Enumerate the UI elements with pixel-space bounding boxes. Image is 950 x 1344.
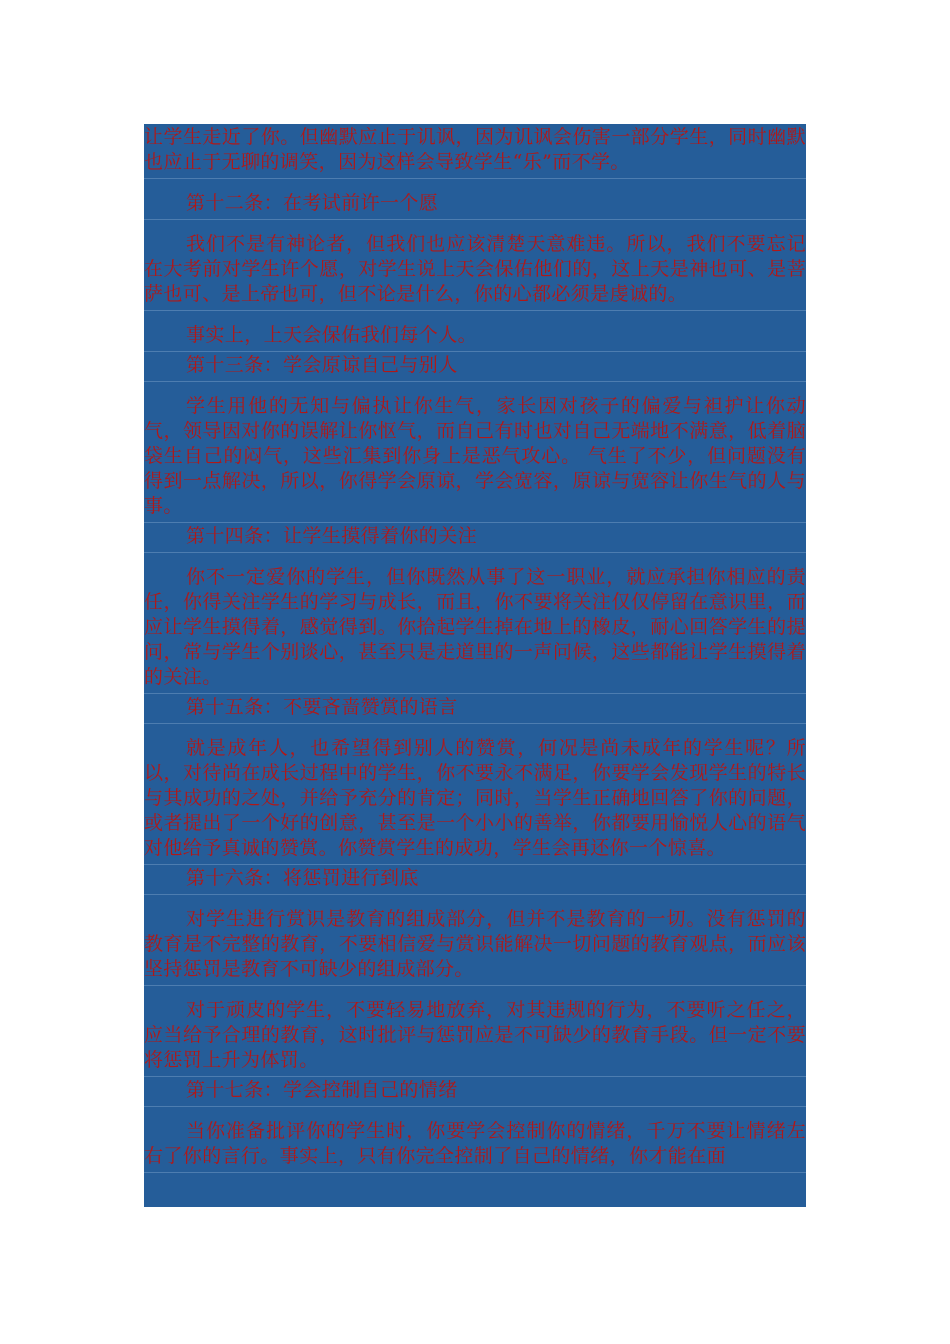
spacer (144, 1107, 806, 1118)
paragraph: 对于顽皮的学生，不要轻易地放弃，对其违规的行为，不要听之任之，应当给予合理的教育，这时批评与惩罚应是不可缺少的教育手段。但一定不要将惩罚上升为体罚。 (144, 997, 806, 1077)
paragraph: 对学生进行赏识是教育的组成部分，但并不是教育的一切。没有惩罚的教育是不完整的教育，不要相信爱与赏识能解决一切问题的教育观点，而应该坚持惩罚是教育不可缺少的组成部分。 (144, 906, 806, 986)
spacer (144, 311, 806, 322)
spacer (144, 986, 806, 997)
spacer (144, 895, 806, 906)
paragraph: 我们不是有神论者，但我们也应该清楚天意难违。所以，我们不要忘记在大考前对学生许个愿，对学生说上天会保佑他们的，这上天是神也可、是菩萨也可、是上帝也可，但不论是什么，你的心都必须是虔诚的。 (144, 231, 806, 311)
section-heading: 第十七条：学会控制自己的情绪 (144, 1077, 806, 1107)
paragraph: 就是成年人，也希望得到别人的赞赏，何况是尚未成年的学生呢？所以，对待尚在成长过程中的学生，你不要永不满足，你要学会发现学生的特长与其成功的之处，并给予充分的肯定；同时，当学生正确地回答了你的问题，或者提出了一个好的创意，甚至是一个小小的善举，你都要用愉悦人心的语气对他给予真诚的赞赏。你赞赏学生的成功，学生会再还你一个惊喜。 (144, 735, 806, 865)
spacer (144, 553, 806, 564)
spacer (144, 220, 806, 231)
section-heading: 第十四条：让学生摸得着你的关注 (144, 523, 806, 553)
paragraph: 你不一定爱你的学生，但你既然从事了这一职业，就应承担你相应的责任，你得关注学生的学习与成长，而且，你不要将关注仅仅停留在意识里，而应让学生摸得着，感觉得到。你拾起学生掉在地上的橡皮，耐心回答学生的提问，常与学生个别谈心，甚至只是走道里的一声问候，这些都能让学生摸得着的关注。 (144, 564, 806, 694)
paragraph: 让学生走近了你。但幽默应止于讥讽，因为讥讽会伤害一部分学生，同时幽默也应止于无聊的调笑，因为这样会导致学生“乐”而不学。 (144, 124, 806, 179)
section-heading: 第十三条：学会原谅自己与别人 (144, 352, 806, 382)
spacer (144, 179, 806, 190)
section-heading: 第十六条：将惩罚进行到底 (144, 865, 806, 895)
document-page (144, 124, 806, 1207)
paragraph: 事实上，上天会保佑我们每个人。 (144, 322, 806, 352)
spacer (144, 724, 806, 735)
paragraph: 当你准备批评你的学生时，你要学会控制你的情绪，千万不要让情绪左右了你的言行。事实上，只有你完全控制了自己的情绪，你才能在面 (144, 1118, 806, 1173)
section-heading: 第十二条：在考试前许一个愿 (144, 190, 806, 220)
section-heading: 第十五条：不要吝啬赞赏的语言 (144, 694, 806, 724)
paragraph: 学生用他的无知与偏执让你生气，家长因对孩子的偏爱与袒护让你动气，领导因对你的误解让你怄气，而自己有时也对自己无端地不满意，低着脑袋生自己的闷气，这些汇集到你身上是恶气攻心。 气生了不少，但问题没有得到一点解决，所以，你得学会原谅，学会宽容，原谅与宽容让你生气的人与事。 (144, 393, 806, 523)
spacer (144, 382, 806, 393)
